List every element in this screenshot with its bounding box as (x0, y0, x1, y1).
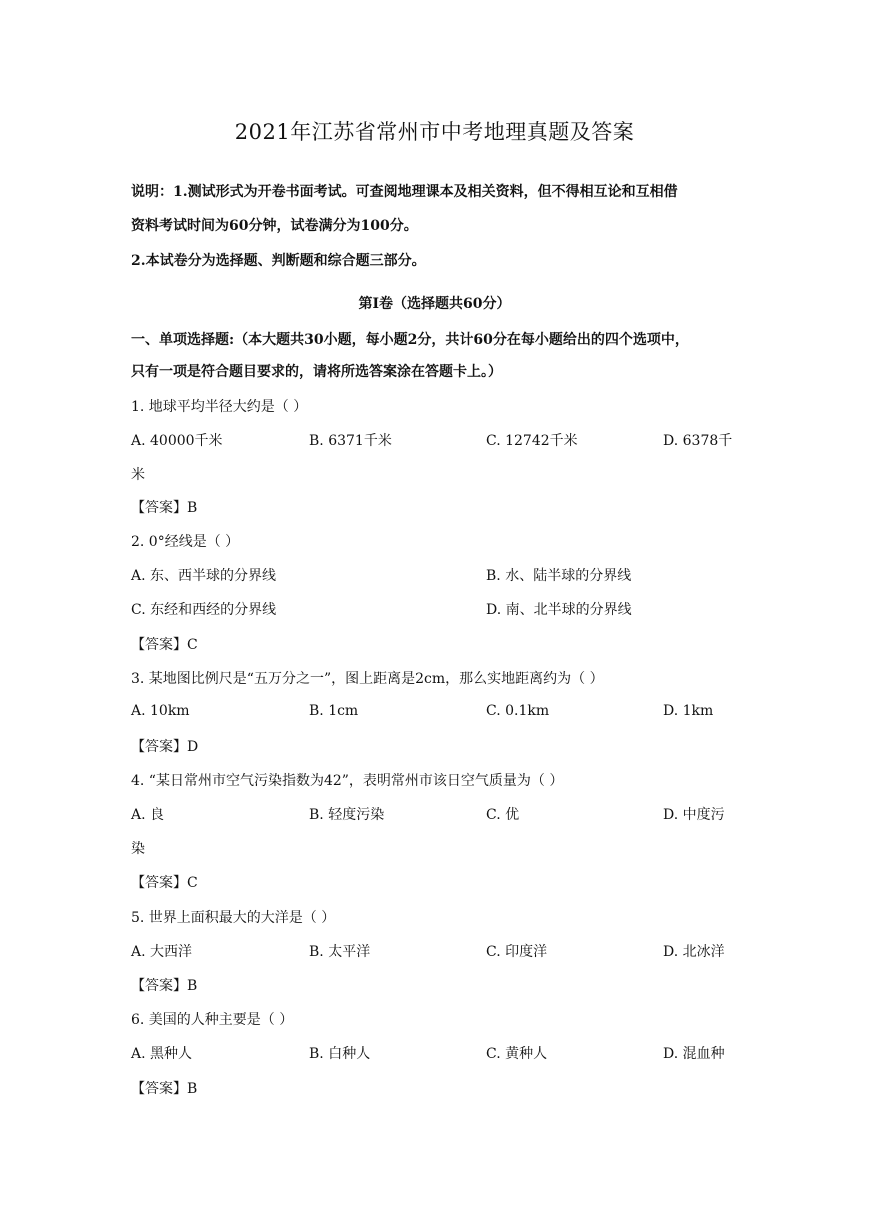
intro-line-3: 2.本试卷分为选择题、判断题和综合题三部分。 (131, 253, 426, 269)
intro-line-1: 说明：1.测试形式为开卷书面考试。可查阅地理课本及相关资料，但不得相互论和互相借 (131, 184, 678, 200)
question-stem: 6. 美国的人种主要是（ ） (131, 1012, 294, 1028)
option-b: B. 1cm (309, 703, 359, 719)
document-title: 2021年江苏省常州市中考地理真题及答案 (234, 120, 635, 144)
option-a: A. 良 (131, 807, 165, 823)
option-d: D. 南、北半球的分界线 (486, 602, 632, 618)
option-wrap: 染 (131, 841, 145, 857)
answer: 【答案】C (131, 875, 198, 891)
option-a: A. 东、西半球的分界线 (131, 568, 277, 584)
option-c: C. 0.1km (486, 703, 550, 719)
option-b: B. 太平洋 (309, 944, 371, 960)
option-d: D. 1km (663, 703, 714, 719)
section-intro-line-1: 一、单项选择题:（本大题共30小题，每小题2分，共计60分在每小题给出的四个选项中， (131, 332, 689, 348)
option-wrap: 米 (131, 467, 145, 483)
option-c: C. 黄种人 (486, 1046, 548, 1062)
answer: 【答案】B (131, 978, 198, 994)
option-d: D. 北冰洋 (663, 944, 725, 960)
section-intro-line-2: 只有一项是符合题目要求的，请将所选答案涂在答题卡上。） (131, 364, 502, 380)
option-b: B. 水、陆半球的分界线 (486, 568, 632, 584)
option-c: C. 印度洋 (486, 944, 548, 960)
option-d: D. 6378千 (663, 433, 733, 449)
intro-line-2: 资料考试时间为60分钟，试卷满分为100分。 (131, 218, 418, 234)
option-a: A. 大西洋 (131, 944, 193, 960)
option-a: A. 40000千米 (131, 433, 223, 449)
option-c: C. 东经和西经的分界线 (131, 602, 277, 618)
answer: 【答案】B (131, 1081, 198, 1097)
option-d: D. 中度污 (663, 807, 725, 823)
option-b: B. 6371千米 (309, 433, 392, 449)
option-b: B. 轻度污染 (309, 807, 385, 823)
option-b: B. 白种人 (309, 1046, 371, 1062)
option-c: C. 12742千米 (486, 433, 578, 449)
question-stem: 3. 某地图比例尺是“五万分之一”，图上距离是2cm，那么实地距离约为（ ） (131, 671, 604, 687)
question-stem: 1. 地球平均半径大约是（ ） (131, 399, 308, 415)
answer: 【答案】C (131, 637, 198, 653)
answer: 【答案】B (131, 500, 198, 516)
option-d: D. 混血种 (663, 1046, 725, 1062)
question-stem: 2. 0°经线是（ ） (131, 534, 240, 550)
section-title: 第Ⅰ卷（选择题共60分） (358, 296, 511, 312)
option-c: C. 优 (486, 807, 520, 823)
option-a: A. 黑种人 (131, 1046, 193, 1062)
question-stem: 5. 世界上面积最大的大洋是（ ） (131, 910, 336, 926)
answer: 【答案】D (131, 739, 199, 755)
question-stem: 4. “某日常州市空气污染指数为42”，表明常州市该日空气质量为（ ） (131, 773, 564, 789)
option-a: A. 10km (131, 703, 190, 719)
